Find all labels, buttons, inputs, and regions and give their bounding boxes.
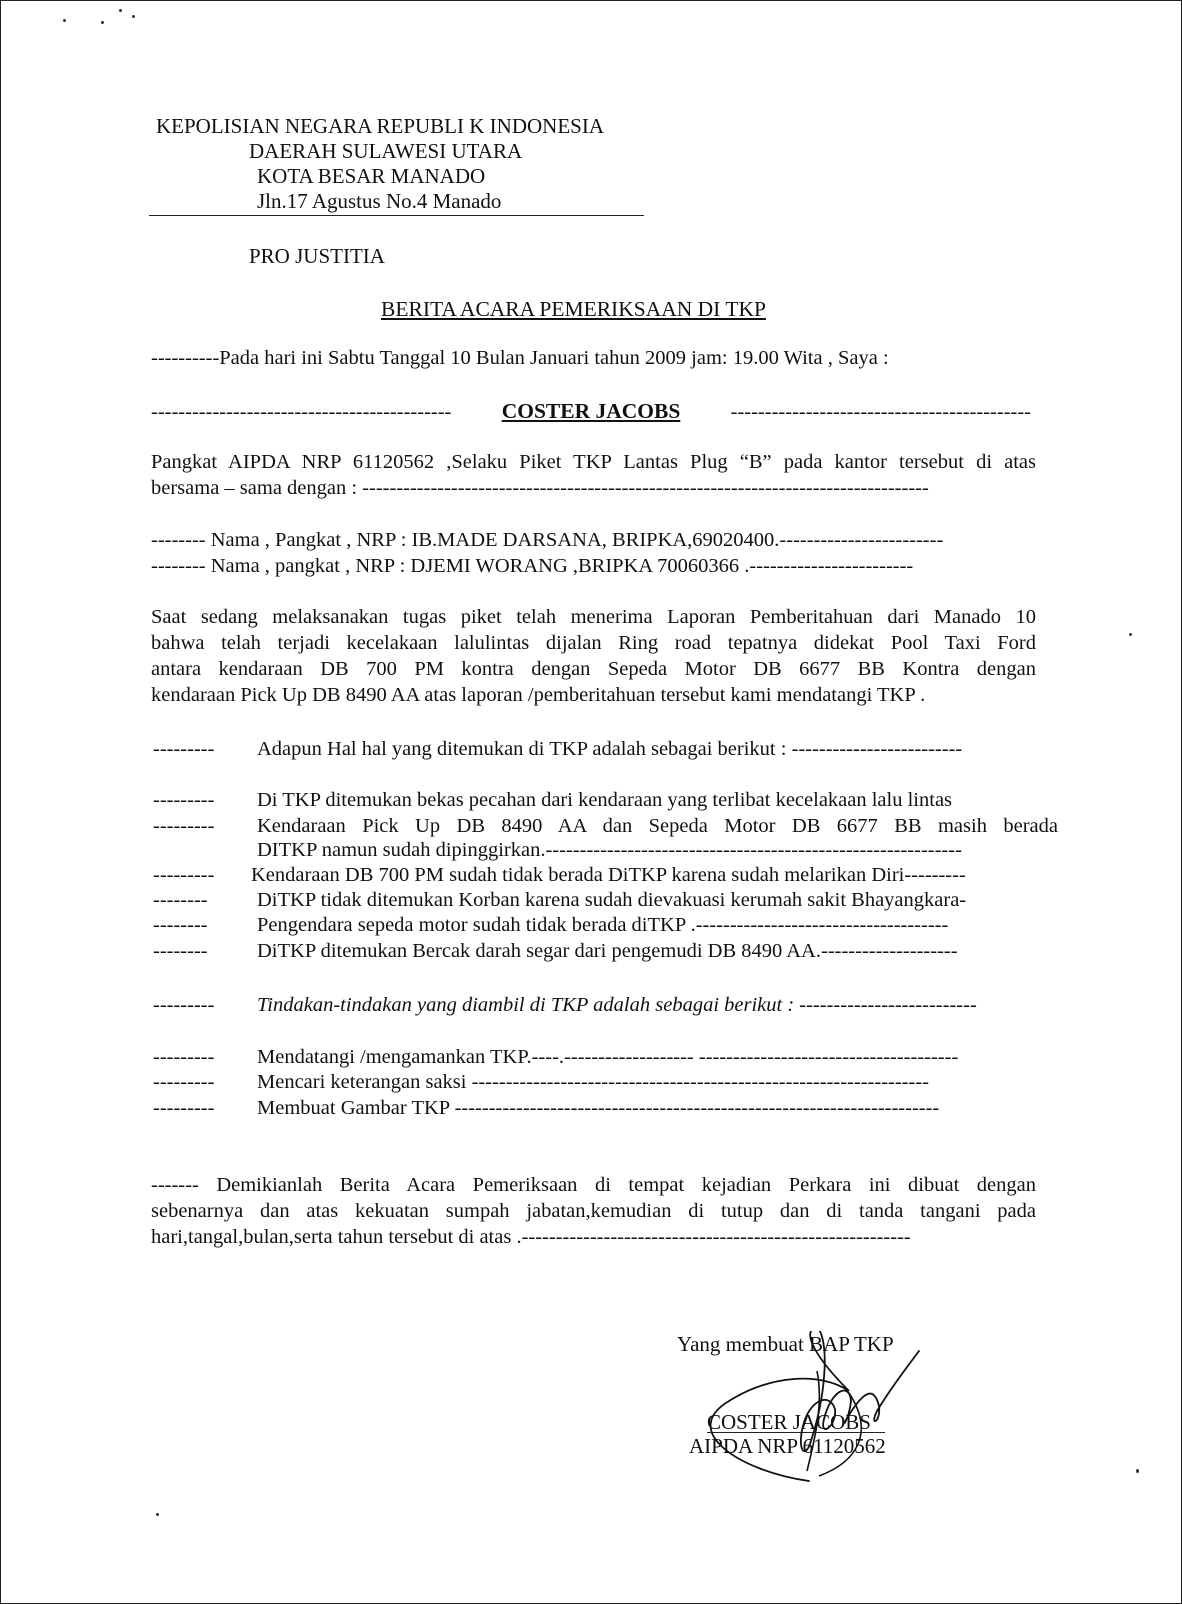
finding-dashes: -------- bbox=[153, 914, 208, 936]
finding-row bbox=[153, 837, 1058, 863]
finding-dashes: --------- bbox=[153, 789, 215, 811]
action-row bbox=[153, 1095, 1058, 1121]
scan-speck bbox=[1129, 633, 1132, 636]
scan-speck bbox=[156, 1513, 159, 1516]
finding-row bbox=[153, 862, 1058, 888]
officer-name: COSTER JACOBS bbox=[501, 399, 681, 423]
handwritten-signature bbox=[699, 1331, 959, 1501]
finding-dashes: -------- bbox=[153, 940, 208, 962]
finding-row bbox=[153, 912, 1058, 938]
findings-intro-text: Adapun Hal hal yang ditemukan di TKP adalah sebagai berikut : ------------------------- bbox=[257, 738, 963, 760]
action-text: Mencari keterangan saksi ------------------------------------------------------------------- bbox=[257, 1071, 929, 1093]
scan-speck bbox=[132, 15, 135, 18]
finding-dashes: --------- bbox=[153, 815, 215, 837]
finding-row bbox=[153, 938, 1058, 964]
finding-row bbox=[153, 887, 1058, 913]
report-line-1: Saat sedang melaksanakan tugas piket telah menerima Laporan Pemberitahuan dari Manado 10 bbox=[151, 606, 1036, 628]
action-text: Membuat Gambar TKP ----------------------------------------------------------------------- bbox=[257, 1097, 940, 1119]
letterhead-line-2: DAERAH SULAWESI UTARA bbox=[249, 139, 523, 163]
rank-paragraph-line-1: Pangkat AIPDA NRP 61120562 ,Selaku Piket TKP Lantas Plug “B” pada kantor tersebut di atas bbox=[151, 451, 1036, 473]
finding-row bbox=[153, 813, 1058, 839]
officer-dashes-right: -------------------------------------------- bbox=[730, 401, 1031, 423]
finding-text: Di TKP ditemukan bekas pecahan dari kendaraan yang terlibat kecelakaan lalu lintas bbox=[257, 789, 953, 811]
closing-line-2: sebenarnya dan atas kekuatan sumpah jabatan,kemudian di tutup dan di tanda tangani pada bbox=[151, 1200, 1036, 1222]
finding-row bbox=[153, 787, 1058, 813]
finding-text: DiTKP tidak ditemukan Korban karena sudah dievakuasi kerumah sakit Bhayangkara- bbox=[257, 889, 967, 911]
scan-speck bbox=[63, 19, 66, 22]
scan-speck bbox=[1136, 1469, 1139, 1473]
opening-line: ----------Pada hari ini Sabtu Tanggal 10 Bulan Januari tahun 2009 jam: 19.00 Wita , Saya : bbox=[151, 347, 889, 369]
finding-dashes: --------- bbox=[153, 864, 215, 886]
officer-line bbox=[151, 399, 1031, 424]
actions-intro bbox=[153, 992, 1058, 1018]
signature-name: COSTER JACOBS bbox=[707, 1410, 871, 1434]
letterhead-underline bbox=[149, 215, 644, 216]
letterhead-line-4: Jln.17 Agustus No.4 Manado bbox=[257, 189, 502, 213]
closing-line-3: hari,tangal,bulan,serta tahun tersebut di atas .--------------------------------------------------------- bbox=[151, 1226, 911, 1248]
actions-intro-dashes: --------- bbox=[153, 994, 215, 1016]
finding-text: Kendaraan Pick Up DB 8490 AA dan Sepeda Motor DB 6677 BB masih berada bbox=[257, 815, 1058, 837]
signature-rank: AIPDA NRP 61120562 bbox=[689, 1434, 886, 1458]
action-row bbox=[153, 1069, 1058, 1095]
action-row bbox=[153, 1044, 1058, 1070]
findings-intro bbox=[153, 736, 1058, 762]
action-dashes: --------- bbox=[153, 1071, 215, 1093]
finding-text: Pengendara sepeda motor sudah tidak berada diTKP .------------------------------------- bbox=[257, 914, 949, 936]
document-title: BERITA ACARA PEMERIKSAAN DI TKP bbox=[381, 297, 766, 321]
letterhead-line-1: KEPOLISIAN NEGARA REPUBLI K INDONESIA bbox=[156, 114, 604, 138]
pro-justitia-label: PRO JUSTITIA bbox=[249, 244, 385, 268]
letterhead-line-3: KOTA BESAR MANADO bbox=[257, 164, 486, 188]
finding-text: DITKP namun sudah dipinggirkan.------------------------------------------------------------- bbox=[257, 839, 962, 861]
report-line-2: bahwa telah terjadi kecelakaan lalulintas dijalan Ring road tepatnya didekat Pool Taxi Ford bbox=[151, 632, 1036, 654]
findings-intro-dashes: --------- bbox=[153, 738, 215, 760]
finding-dashes bbox=[153, 837, 257, 863]
officer-dashes-left: -------------------------------------------- bbox=[151, 401, 452, 423]
action-text: Mendatangi /mengamankan TKP.----.------------------- -------------------------------------- bbox=[257, 1046, 959, 1068]
signature-caption: Yang membuat BAP TKP bbox=[677, 1332, 894, 1356]
scan-speck bbox=[119, 9, 122, 12]
action-dashes: --------- bbox=[153, 1097, 215, 1119]
closing-line-1: ------- Demikianlah Berita Acara Pemeriksaan di tempat kejadian Perkara ini dibuat dengan bbox=[151, 1174, 1036, 1196]
action-dashes: --------- bbox=[153, 1046, 215, 1068]
actions-intro-text: Tindakan-tindakan yang diambil di TKP adalah sebagai berikut : -------------------------- bbox=[257, 994, 977, 1016]
report-line-3: antara kendaraan DB 700 PM kontra dengan Sepeda Motor DB 6677 BB Kontra dengan bbox=[151, 658, 1036, 680]
finding-text: DiTKP ditemukan Bercak darah segar dari pengemudi DB 8490 AA.-------------------- bbox=[257, 940, 958, 962]
scan-speck bbox=[101, 21, 104, 24]
companion-2: -------- Nama , pangkat , NRP : DJEMI WORANG ,BRIPKA 70060366 .------------------------ bbox=[151, 555, 914, 577]
finding-text: Kendaraan DB 700 PM sudah tidak berada DiTKP karena sudah melarikan Diri--------- bbox=[251, 864, 966, 886]
report-line-4: kendaraan Pick Up DB 8490 AA atas laporan /pemberitahuan tersebut kami mendatangi TKP . bbox=[151, 684, 926, 706]
finding-dashes: -------- bbox=[153, 889, 208, 911]
rank-paragraph-line-2: bersama – sama dengan : ----------------------------------------------------------------------------------- bbox=[151, 477, 929, 499]
companion-1: -------- Nama , Pangkat , NRP : IB.MADE DARSANA, BRIPKA,69020400.------------------------ bbox=[151, 529, 944, 551]
